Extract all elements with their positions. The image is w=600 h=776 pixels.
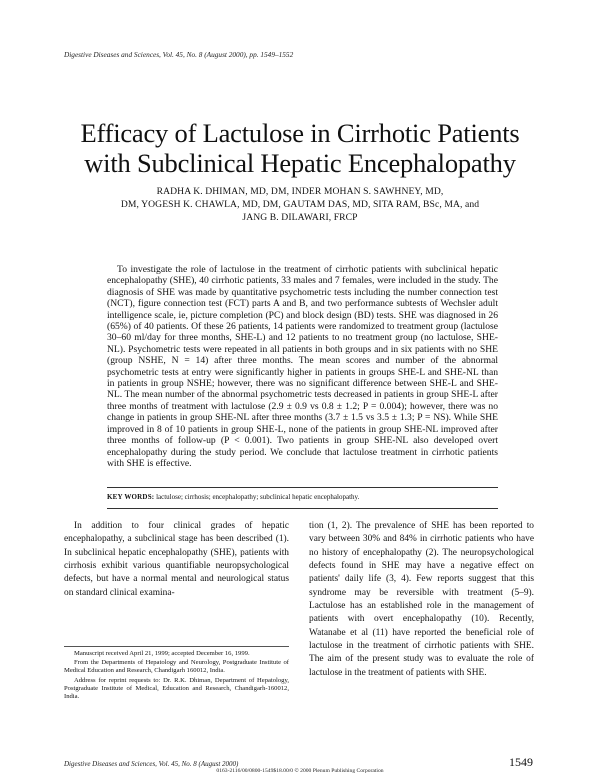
page-number: 1549 bbox=[509, 755, 533, 769]
intro-paragraph-left: In addition to four clinical grades of hepatic encephalopathy, a subclinical stage has been described (1). In subclinical hepatic encephalopathy (SHE), patients with cirrhosis exhibit various quantifiable neuropsychological defects, but have a normal mental and neurological status on standard clinical examina- bbox=[64, 521, 289, 598]
footnotes bbox=[64, 646, 289, 702]
title-line-1: Efficacy of Lactulose in Cirrhotic Patients bbox=[80, 118, 520, 148]
abstract-text: To investigate the role of lactulose in the treatment of cirrhotic patients with subclinical hepatic encephalopathy (SHE), 40 cirrhotic patients, 33 males and 7 females, were included in the study. The diagnosis of SHE was made by quantitative psychometric tests including the number connection test (NCT), figure connection test (FCT) parts A and B, and two performance subtests of Wechsler adult intelligence scale, ie, picture completion (PC) and block design (BD) tests. SHE was diagnosed in 26 (65%) of 40 patients. Of these 26 patients, 14 patients were randomized to treatment group (lactulose 30–60 ml/day for three months, SHE-L) and 12 patients to no treatment group (no lactulose, SHE-NL). Psychometric tests were repeated in all patients in both groups and in six patients with no SHE (group NSHE, N = 14) after three months. The mean scores and number of the abnormal psychometric tests at entry were significantly higher in patients in groups SHE-L and SHE-NL than in patients in group NSHE; however, there was no significant difference between SHE-L and SHE-NL. The mean number of the abnormal psychometric tests decreased in patients in group SHE-L after three months of treatment with lactulose (2.9 ± 0.9 vs 0.8 ± 1.2; P = 0.004); however, there was no change in patients in group SHE-NL after three months (3.7 ± 1.5 vs 3.5 ± 1.3; P = NS). While SHE improved in 8 of 10 patients in group SHE-L, none of the patients in group SHE-NL improved after three months of follow-up (P < 0.001). Two patients in group SHE-NL also developed overt encephalopathy during the study period. We conclude that lactulose treatment in cirrhotic patients with SHE is effective. bbox=[107, 264, 498, 469]
footnote-reprint-address: Address for reprint requests to: Dr. R.K. Dhiman, Department of Hepatology, Postgraduate Institute of Medical, Education and Research, Chandigarh-160012, India. bbox=[64, 676, 289, 701]
keywords-label: KEY WORDS: bbox=[107, 493, 155, 501]
footnote-affiliation: From the Departments of Hepatology and Neurology, Postgraduate Institute of Medical Education and Research, Chandigarh 160012, India. bbox=[64, 659, 289, 675]
footer-journal: Digestive Diseases and Sciences, Vol. 45, No. 8 (August 2000) bbox=[64, 760, 239, 768]
body-column-left bbox=[64, 520, 289, 600]
keywords bbox=[107, 487, 498, 509]
author-list bbox=[0, 185, 600, 224]
authors-line-1: RADHA K. DHIMAN, MD, DM, INDER MOHAN S. SAWHNEY, MD, bbox=[156, 186, 444, 197]
intro-paragraph-right: tion (1, 2). The prevalence of SHE has been reported to vary between 30% and 84% in cirrhotic patients who have no history of encephalopathy (2). The neuropsychological defects found in SHE may have a negative effect on patients' daily life (3, 4). Few reports suggest that this syndrome may be reversible with treatment (5–9). Lactulose has an established role in the management of patients with overt encephalopathy (10). Recently, Watanabe et al (11) have reported the beneficial role of lactulose in the treatment of cirrhotic patients with SHE. The aim of the present study was to evaluate the role of lactulose in the treatment of patients with SHE. bbox=[309, 521, 534, 678]
article-title bbox=[0, 118, 600, 178]
keywords-text: lactulose; cirrhosis; encephalopathy; subclinical hepatic encephalopathy. bbox=[154, 493, 360, 501]
footnote-received: Manuscript received April 21, 1999; accepted December 16, 1999. bbox=[74, 650, 250, 657]
title-line-2: with Subclinical Hepatic Encephalopathy bbox=[84, 148, 516, 178]
abstract bbox=[107, 264, 498, 469]
authors-line-2: DM, YOGESH K. CHAWLA, MD, DM, GAUTAM DAS, MD, SITA RAM, BSc, MA, and bbox=[120, 199, 480, 210]
running-header: Digestive Diseases and Sciences, Vol. 45, No. 8 (August 2000), pp. 1549–1552 bbox=[64, 50, 294, 59]
authors-line-3: JANG B. DILAWARI, FRCP bbox=[242, 212, 358, 223]
body-column-right bbox=[309, 520, 534, 680]
copyright-line: 0163-2116/00/0800-1549$18.00/0 © 2000 Plenum Publishing Corporation bbox=[216, 768, 384, 774]
